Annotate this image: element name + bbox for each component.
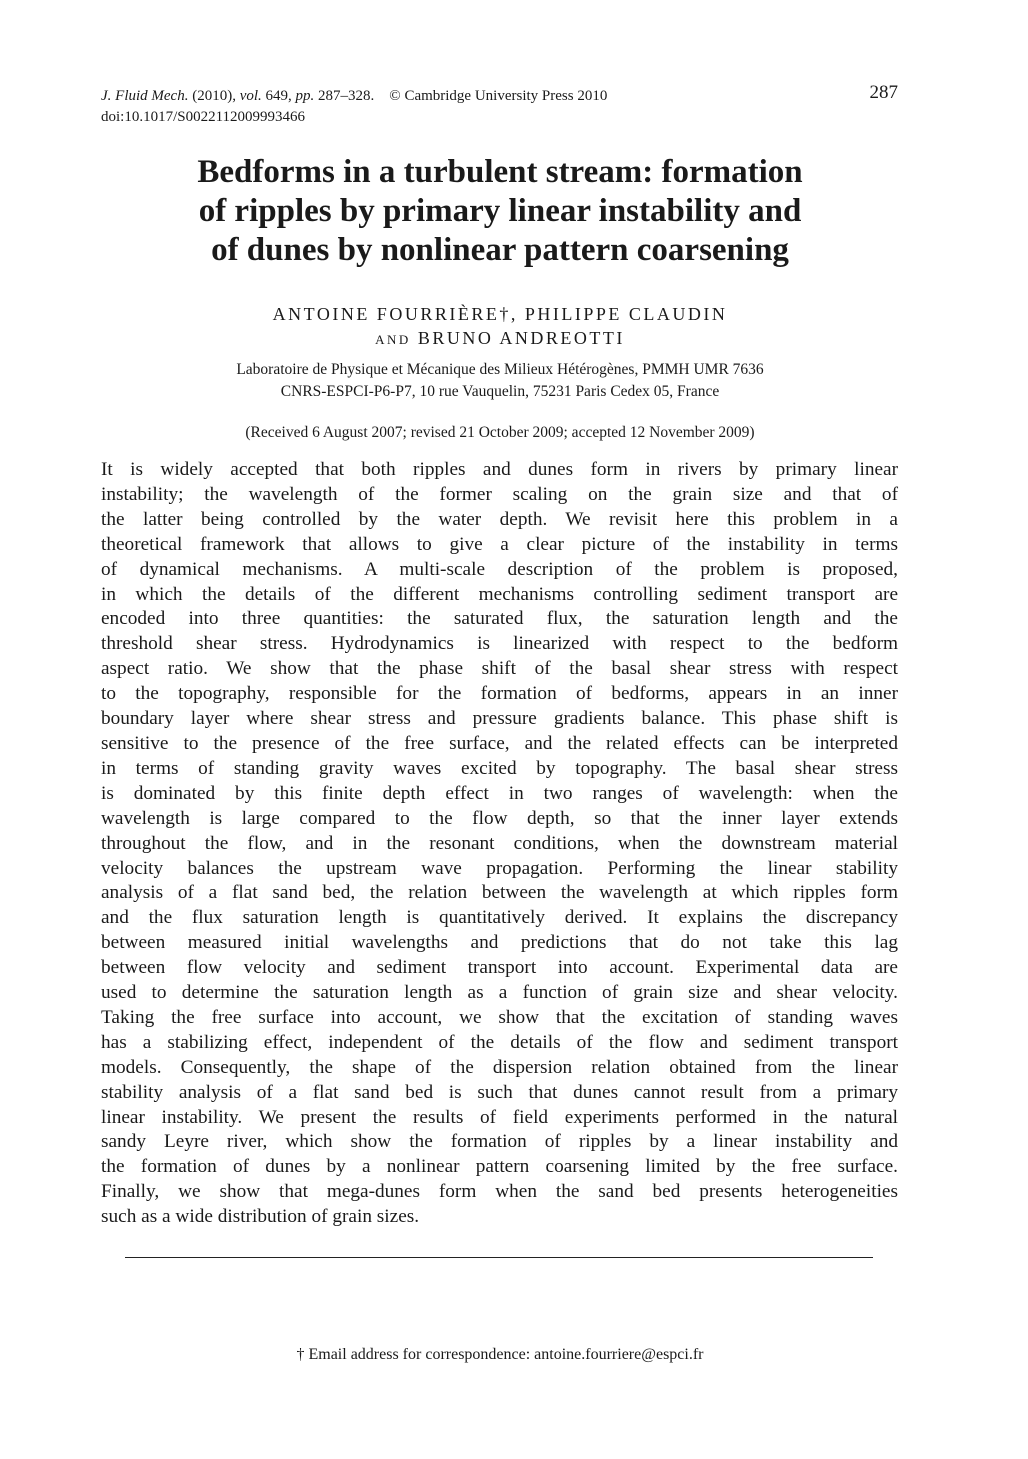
author-name: BRUNO ANDREOTTI <box>417 328 625 348</box>
abstract-line: throughout the flow, and in the resonant conditions, when the downstream material <box>101 832 898 854</box>
affiliation <box>0 359 1000 403</box>
abstract-line: sandy Leyre river, which show the formation of ripples by a linear instability and <box>101 1131 898 1153</box>
abstract-line: linear instability. We present the results of field experiments performed in the natural <box>101 1106 898 1128</box>
title-line: Bedforms in a turbulent stream: formation <box>197 154 803 190</box>
footnote-divider <box>125 1257 873 1258</box>
running-header <box>101 86 607 128</box>
abstract-line: analysis of a flat sand bed, the relation between the wavelength at which ripples form <box>101 882 898 904</box>
abstract-line: models. Consequently, the shape of the dispersion relation obtained from the linear <box>101 1056 898 1078</box>
abstract-line: used to determine the saturation length as a function of grain size and shear velocity. <box>101 982 898 1004</box>
received-dates: (Received 6 August 2007; revised 21 October 2009; accepted 12 November 2009) <box>245 424 755 441</box>
volume: 649, <box>265 88 292 104</box>
abstract-line: wavelength is large compared to the flow depth, so that the inner layer extends <box>101 807 898 829</box>
abstract-line: threshold shear stress. Hydrodynamics is linearized with respect to the bedform <box>101 633 898 655</box>
author-line: ANTOINE FOURRIÈRE†, PHILIPPE CLAUDIN <box>272 304 728 324</box>
doi: doi:10.1017/S0022112009993466 <box>101 109 306 125</box>
abstract-line: in which the details of the different mechanisms controlling sediment transport are <box>101 583 898 605</box>
abstract-line: and the flux saturation length is quantitatively derived. It explains the discrepancy <box>101 907 898 929</box>
journal-name: J. Fluid Mech. <box>101 88 189 104</box>
citation-line <box>101 86 607 107</box>
abstract-line: stability analysis of a flat sand bed is such that dunes cannot result from a primary <box>101 1081 898 1103</box>
abstract-line: boundary layer where shear stress and pressure gradients balance. This phase shift is <box>101 708 898 730</box>
abstract-line: in terms of standing gravity waves excited by topography. The basal shear stress <box>101 757 898 779</box>
and-connector: AND <box>375 332 411 347</box>
affiliation-line: Laboratoire de Physique et Mécanique des Milieux Hétérogènes, PMMH UMR 7636 <box>236 361 764 378</box>
footnote: † Email address for correspondence: antoine.fourriere@espci.fr <box>296 1346 704 1363</box>
pages: 287–328. <box>318 88 375 104</box>
abstract-line: such as a wide distribution of grain sizes. <box>101 1206 420 1228</box>
abstract-line: to the topography, responsible for the formation of bedforms, appears in an inner <box>101 683 898 705</box>
abstract <box>101 458 898 1230</box>
abstract-line: between flow velocity and sediment transport into account. Experimental data are <box>101 957 898 979</box>
affiliation-line: CNRS-ESPCI-P6-P7, 10 rue Vauquelin, 75231 Paris Cedex 05, France <box>280 383 720 400</box>
abstract-line: the latter being controlled by the water depth. We revisit here this problem in a <box>101 508 898 530</box>
year: (2010), <box>192 88 236 104</box>
title-line: of ripples by primary linear instability and <box>198 193 802 229</box>
abstract-line: instability; the wavelength of the former scaling on the grain size and that of <box>101 483 898 505</box>
title-line: of dunes by nonlinear pattern coarsening <box>211 232 789 268</box>
abstract-line: Taking the free surface into account, we show that the excitation of standing waves <box>101 1006 898 1028</box>
copyright: © Cambridge University Press 2010 <box>389 88 608 104</box>
vol-label: vol. <box>239 88 262 104</box>
abstract-line: theoretical framework that allows to give a clear picture of the instability in terms <box>101 533 898 555</box>
abstract-line: It is widely accepted that both ripples and dunes form in rivers by primary linear <box>101 459 898 480</box>
author-line <box>0 326 1000 352</box>
abstract-line: aspect ratio. We show that the phase shift of the basal shear stress with respect <box>101 658 898 680</box>
abstract-line: Finally, we show that mega-dunes form when the sand bed presents heterogeneities <box>101 1181 898 1203</box>
abstract-line: velocity balances the upstream wave propagation. Performing the linear stability <box>101 857 898 879</box>
abstract-line: has a stabilizing effect, independent of the details of the flow and sediment transport <box>101 1031 898 1053</box>
abstract-line: of dynamical mechanisms. A multi-scale description of the problem is proposed, <box>101 558 898 580</box>
paper-title <box>0 153 1000 270</box>
abstract-line: sensitive to the presence of the free surface, and the related effects can be interpreted <box>101 732 898 754</box>
abstract-line: the formation of dunes by a nonlinear pattern coarsening limited by the free surface. <box>101 1156 898 1178</box>
abstract-line: between measured initial wavelengths and predictions that do not take this lag <box>101 932 898 954</box>
abstract-line: encoded into three quantities: the saturated flux, the saturation length and the <box>101 608 898 630</box>
abstract-line: is dominated by this finite depth effect in two ranges of wavelength: when the <box>101 782 898 804</box>
page-number: 287 <box>869 82 898 103</box>
pp-label: pp. <box>295 88 315 104</box>
authors <box>0 302 1000 352</box>
